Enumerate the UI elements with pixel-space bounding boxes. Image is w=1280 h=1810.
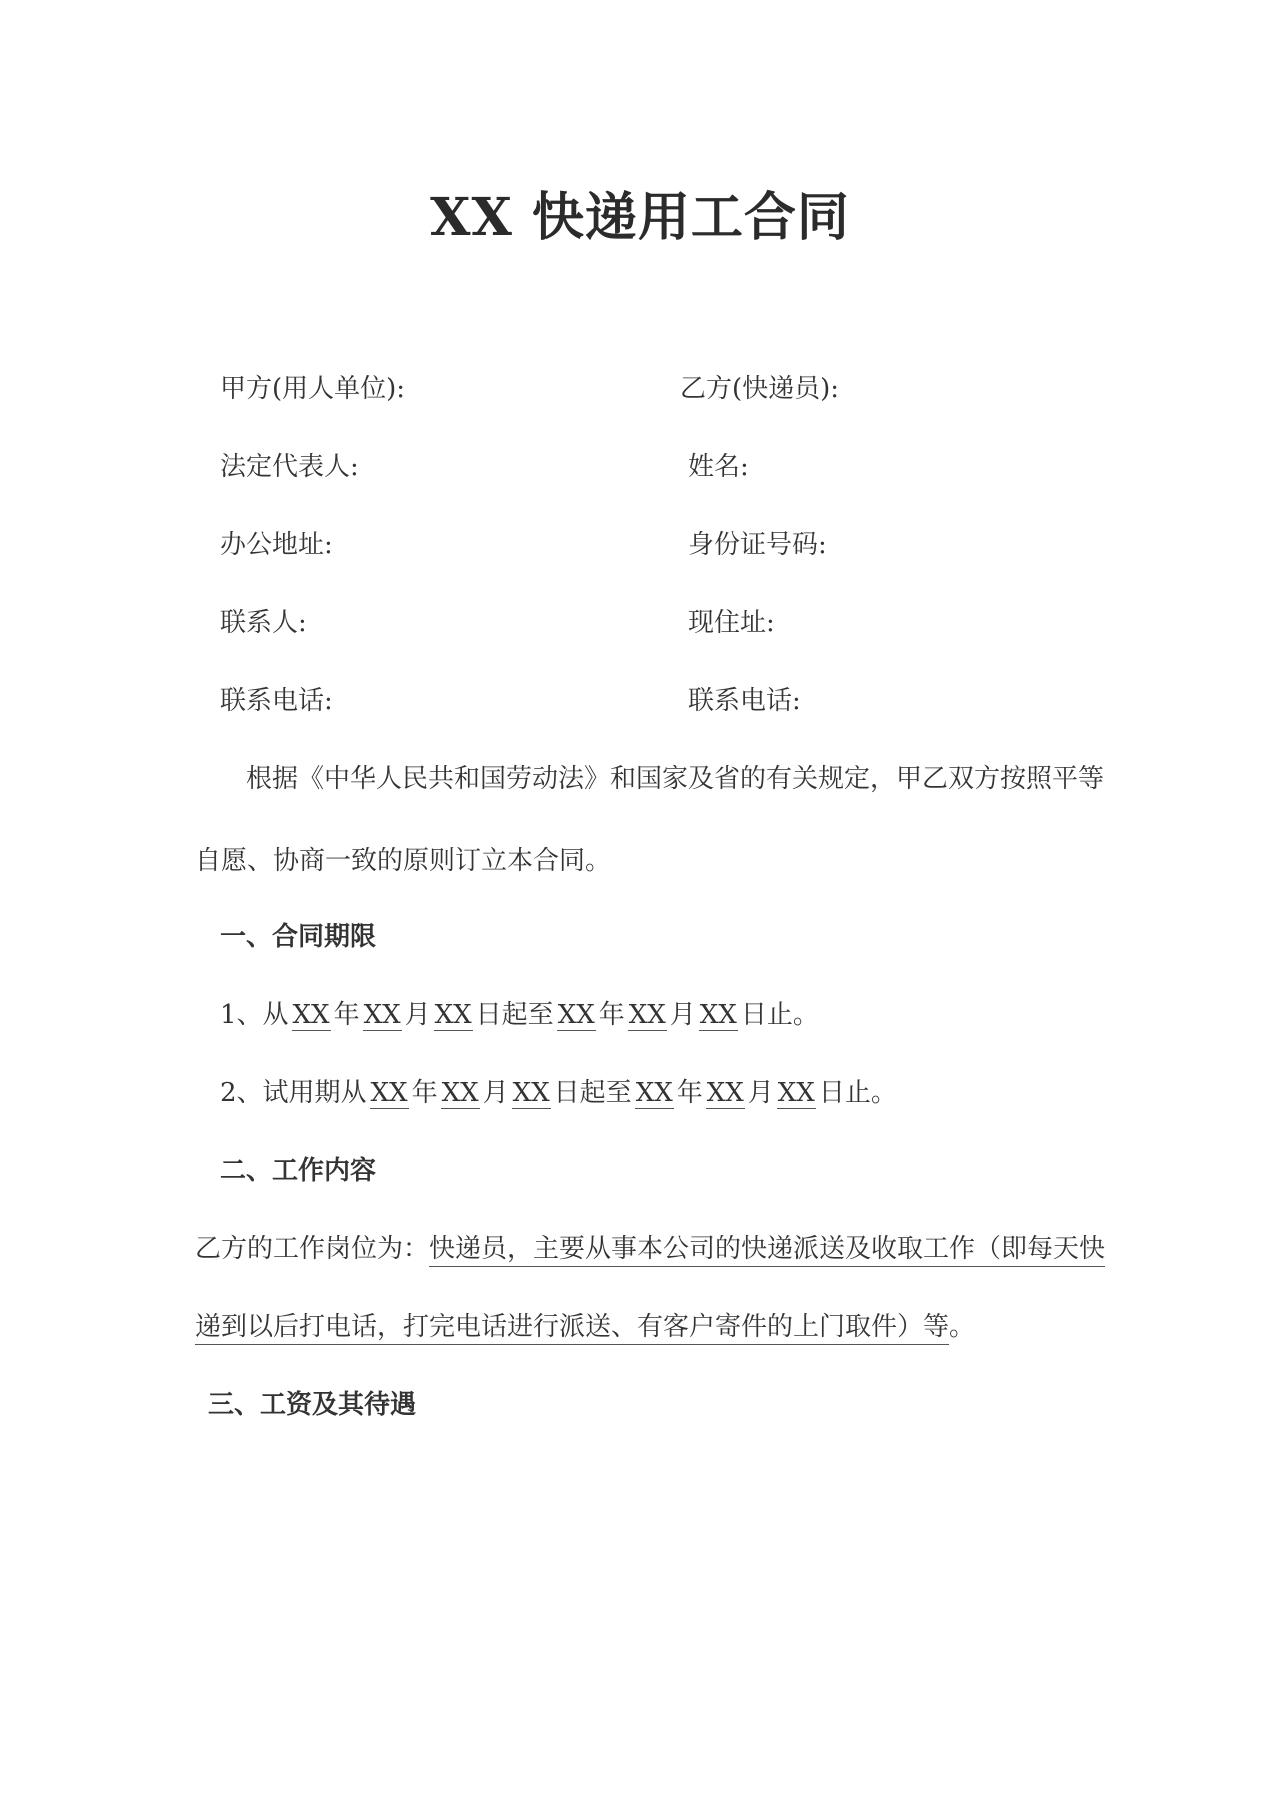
party-b-id-number-label: 身份证号码: <box>688 530 827 560</box>
end-year-blank: XX <box>557 1000 595 1030</box>
day-to-label: 日止。 <box>740 1000 819 1030</box>
term-item-2 <box>220 1076 897 1110</box>
probation-end-year-blank: XX <box>635 1078 673 1108</box>
section-1-heading: 一、合同期限 <box>220 922 377 952</box>
probation-start-year-blank: XX <box>370 1078 408 1108</box>
job-description-end: 。 <box>949 1312 976 1342</box>
party-a-phone-label: 联系电话: <box>220 686 333 716</box>
year-label: 年 <box>411 1078 438 1108</box>
year-label: 年 <box>676 1078 703 1108</box>
probation-end-month-blank: XX <box>706 1078 744 1108</box>
job-description-line-2 <box>195 1310 975 1344</box>
probation-end-day-blank: XX <box>777 1078 815 1108</box>
month-label: 月 <box>482 1078 509 1108</box>
party-b-name-label: 姓名: <box>688 452 749 482</box>
start-day-blank: XX <box>434 1000 472 1030</box>
party-a-employer-label: 甲方(用人单位): <box>220 374 406 404</box>
year-label: 年 <box>333 1000 360 1030</box>
term-item-2-prefix: 2、试用期从 <box>220 1078 367 1108</box>
job-description-underlined-1: 快递员，主要从事本公司的快递派送及收取工作（即每天快 <box>429 1234 1105 1267</box>
document-title: XX 快递用工合同 <box>430 187 850 248</box>
party-a-contact-label: 联系人: <box>220 608 307 638</box>
party-b-address-label: 现住址: <box>688 608 775 638</box>
party-b-courier-label: 乙方(快递员): <box>680 374 840 404</box>
start-month-blank: XX <box>363 1000 401 1030</box>
day-from-label: 日起至 <box>475 1000 554 1030</box>
end-day-blank: XX <box>699 1000 737 1030</box>
day-from-label: 日起至 <box>553 1078 632 1108</box>
party-b-phone-label: 联系电话: <box>688 686 801 716</box>
day-to-label: 日止。 <box>818 1078 897 1108</box>
month-label: 月 <box>669 1000 696 1030</box>
term-item-1-prefix: 1、从 <box>220 1000 289 1030</box>
preamble-line-1: 根据《中华人民共和国劳动法》和国家及省的有关规定，甲乙双方按照平等 <box>246 764 1105 794</box>
job-description-underlined-2: 递到以后打电话，打完电话进行派送、有客户寄件的上门取件）等 <box>195 1312 949 1345</box>
job-position-label: 乙方的工作岗位为： <box>195 1234 430 1264</box>
party-a-legal-rep-label: 法定代表人: <box>220 452 359 482</box>
section-2-heading: 二、工作内容 <box>220 1156 377 1186</box>
job-description-line-1 <box>195 1232 1105 1266</box>
start-year-blank: XX <box>292 1000 330 1030</box>
month-label: 月 <box>404 1000 431 1030</box>
party-a-office-address-label: 办公地址: <box>220 530 333 560</box>
year-label: 年 <box>598 1000 625 1030</box>
preamble-line-2: 自愿、协商一致的原则订立本合同。 <box>195 846 612 876</box>
section-3-heading: 三、工资及其待遇 <box>208 1390 417 1420</box>
probation-start-month-blank: XX <box>441 1078 479 1108</box>
month-label: 月 <box>747 1078 774 1108</box>
end-month-blank: XX <box>628 1000 666 1030</box>
term-item-1 <box>220 998 819 1032</box>
probation-start-day-blank: XX <box>512 1078 550 1108</box>
